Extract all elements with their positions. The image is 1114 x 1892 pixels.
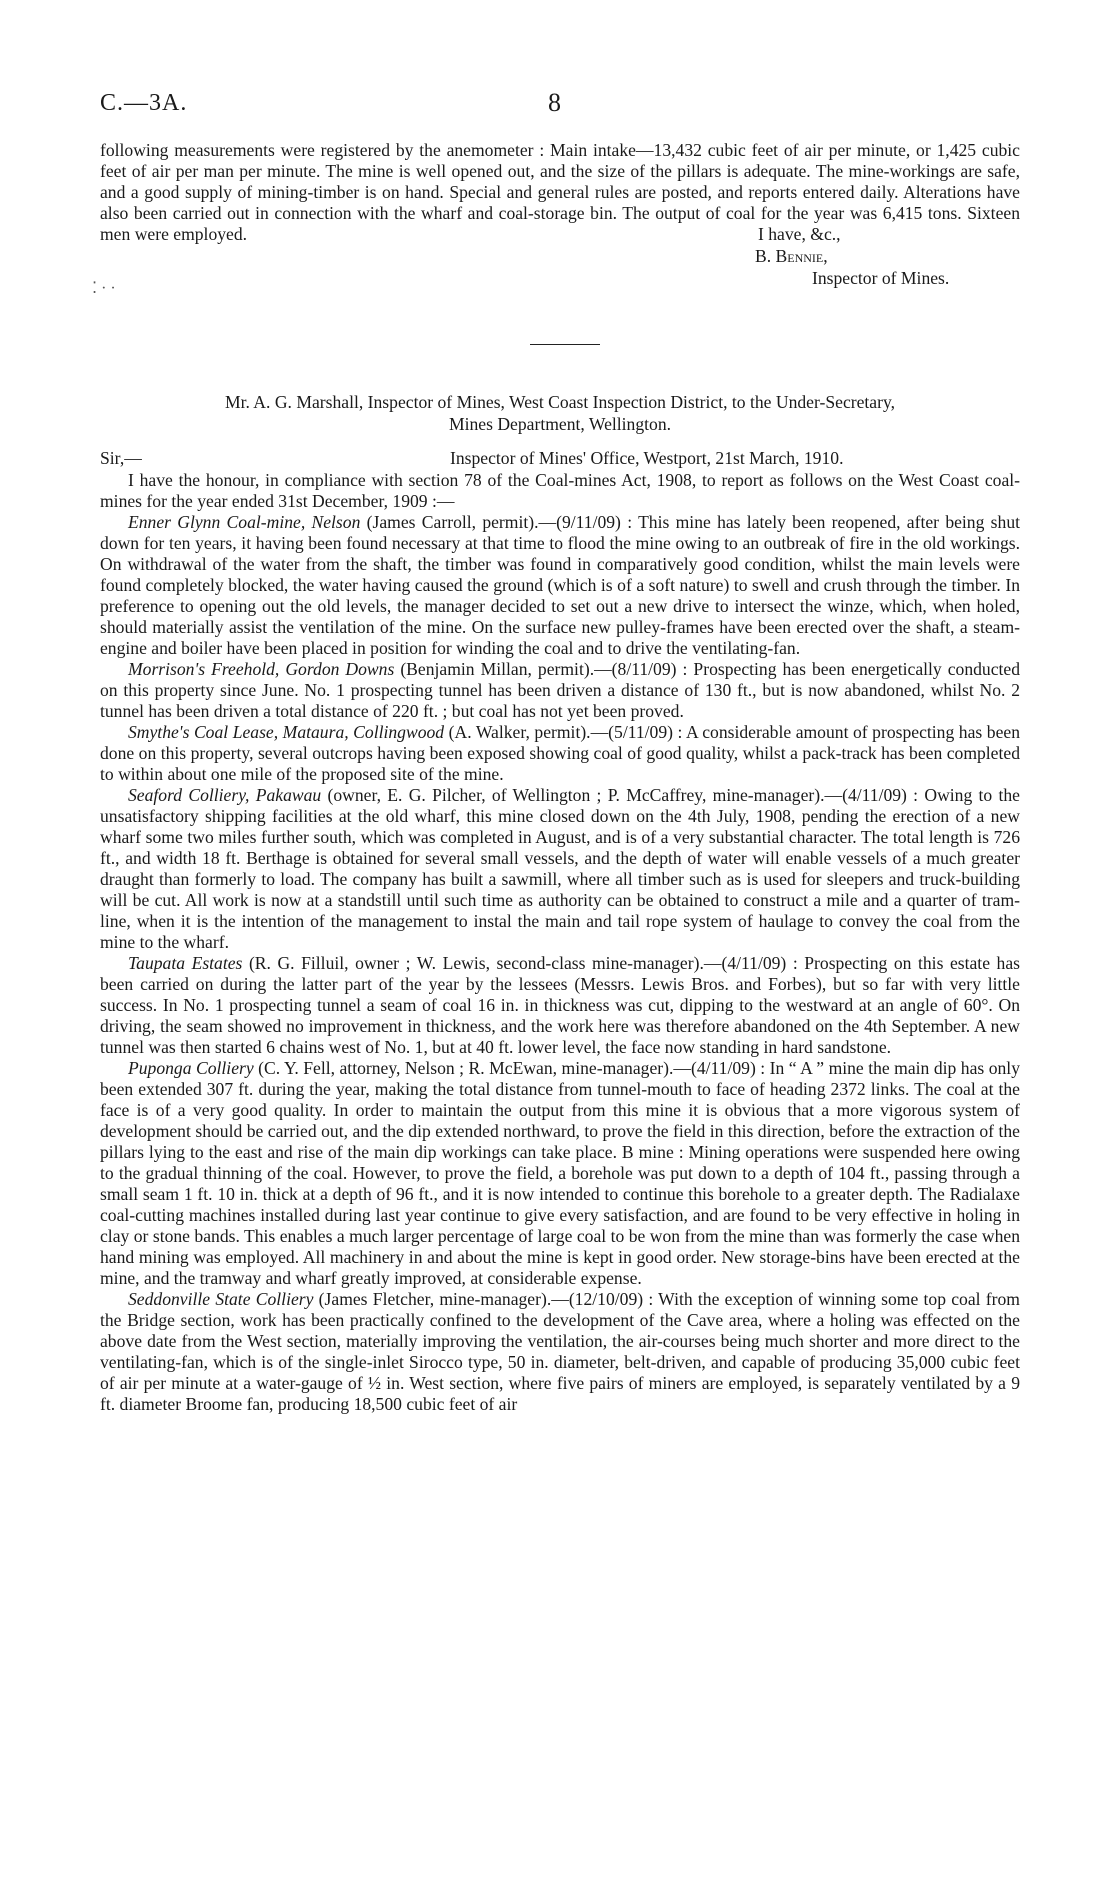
mine-detail: (C. Y. Fell, attorney, Nelson ; R. McEwan, mine-manager).—(4/11/09) : bbox=[253, 1058, 770, 1078]
mine-entry bbox=[100, 953, 1020, 1058]
section-divider bbox=[530, 344, 600, 345]
mine-detail: (R. G. Filluil, owner ; W. Lewis, second-class mine-manager).—(4/11/09) : bbox=[242, 953, 805, 973]
mine-report: Owing to the unsatisfactory shipping facilities at the old wharf, this mine closed down on the 4th July, 1908, pending the erection of a new wharf some two miles further south, which was completed in August, and is of a very substantial character. The total length is 726 ft., and width 18 ft. Berthage is obtained for several small vessels, and the depth of water will enable vessels of a much greater draught than formerly to load. The company has built a sawmill, where all timber such as is used for sleepers and truck-building will be cut. All work is now at a standstill until such time as authority can be obtained to construct a mile and a quarter of tram-line, when it is the intention of the management to instal the main and tail rope system of haulage to convey the coal from the mine to the wharf. bbox=[100, 785, 1020, 952]
mine-name: Seddonville State Colliery bbox=[128, 1289, 314, 1309]
mine-report: Prospecting on this estate has been carried on during the latter part of the year by the lessees (Messrs. Lewis Bros. and Forbes), but so far with very little success. In No. 1 prospecting tunnel a seam of coal 16 in. in thickness was cut, dipping to the westward at an angle of 60°. On driving, the seam showed no improvement in thickness, and the work here was therefore abandoned on the 4th September. A new tunnel was then started 6 chains west of No. 1, but at 40 ft. lower level, the face now standing in hard sandstone. bbox=[100, 953, 1020, 1057]
mine-name: Seaford Colliery, Pakawau bbox=[128, 785, 322, 805]
report-body bbox=[100, 470, 1020, 1415]
mine-detail: (James Carroll, permit).—(9/11/09) : bbox=[360, 512, 639, 532]
signature-title: Inspector of Mines. bbox=[812, 268, 950, 288]
mine-name: Enner Glynn Coal-mine, Nelson bbox=[128, 512, 361, 532]
mine-name: Puponga Colliery bbox=[128, 1058, 254, 1078]
mine-name: Taupata Estates bbox=[128, 953, 243, 973]
office-address-date: Inspector of Mines' Office, Westport, 21st March, 1910. bbox=[450, 448, 844, 468]
mine-entry bbox=[100, 722, 1020, 785]
mine-report: This mine has lately been reopened, after being shut down for ten years, it having been found necessary at that time to flood the mine owing to an outbreak of fire in the old workings. On withdrawal of the water from the shaft, the timber was found in comparatively good condition, whilst the main levels were found completely blocked, the water having caused the ground (which is of a soft nature) to swell and crush through the timber. In preference to opening out the old levels, the manager decided to set out a new drive to intersect the winze, which, when holed, should materially assist the ventilation of the mine. On the surface new pulley-frames have been erected over the shaft, a steam-engine and boiler have been placed in position for winding the coal and to drive the ventilating-fan. bbox=[100, 512, 1021, 658]
mine-report: In “ A ” mine the main dip has only been extended 307 ft. during the year, making the total distance from tunnel-mouth to face of heading 2372 links. The coal at the face is of a very good quality. In order to maintain the output from this mine it is obvious that a more vigorous system of development should be carried out, and the dip extended northward, to prove the field in this direction, before the extraction of the pillars lying to the east and rise of the main dip workings can take place. B mine : Mining operations were suspended here owing to the gradual thinning of the coal. However, to prove the field, a borehole was put down to a depth of 104 ft., passing through a small seam 1 ft. 10 in. thick at a depth of 96 ft., and it is now intended to continue this borehole to a greater depth. The Radialaxe coal-cutting machines installed during last year continue to give every satisfaction, and are found to be very effective in holing in clay or stone bands. This enables a much larger percentage of large coal to be won from the mine than was formerly the case when hand mining was employed. All machinery in and about the mine is kept in good order. New storage-bins have been erected at the mine, and the tramway and wharf greatly improved, at considerable expense. bbox=[100, 1058, 1020, 1288]
page-number: 8 bbox=[548, 88, 561, 117]
opening-paragraph: I have the honour, in compliance with section 78 of the Coal-mines Act, 1908, to report as follows on the West Coast coal-mines for the year ended 31st December, 1909 :— bbox=[100, 470, 1020, 511]
mine-name: Smythe's Coal Lease, Mataura, Collingwood bbox=[128, 722, 445, 742]
closing-line: I have, &c., bbox=[758, 224, 841, 244]
report-address-line-2: Mines Department, Wellington. bbox=[448, 414, 672, 434]
mine-detail: (A. Walker, permit).—(5/11/09) : bbox=[444, 722, 686, 742]
series-reference: C.—3A. bbox=[100, 90, 188, 116]
mine-entry bbox=[100, 1058, 1020, 1289]
mine-detail: (owner, E. G. Pilcher, of Wellington ; P. McCaffrey, mine-manager).—(4/11/09) : bbox=[321, 785, 925, 805]
mine-entry bbox=[100, 785, 1020, 953]
intro-paragraph: following measurements were registered by the anemometer : Main intake—13,432 cubic feet of air per minute, or 1,425 cubic feet of air per man per minute. The mine is well opened out, and the size of the pillars is adequate. The mine-workings are safe, and a good supply of mining-timber is on hand. Special and general rules are posted, and reports entered daily. Alterations have also been carried out in connection with the wharf and coal-storage bin. The output of coal for the year was 6,415 tons. Sixteen men were employed. bbox=[100, 140, 1020, 244]
mine-report: A considerable amount of prospecting has been done on this property, several outcrops having been exposed showing coal of good quality, whilst a pack-track has been completed to within about one mile of the proposed site of the mine. bbox=[100, 722, 1020, 784]
mine-detail: (Benjamin Millan, permit).—(8/11/09) : bbox=[394, 659, 694, 679]
mine-name: Morrison's Freehold, Gordon Downs bbox=[128, 659, 395, 679]
report-address-line: Mr. A. G. Marshall, Inspector of Mines, West Coast Inspection District, to the Under-Secretary, bbox=[224, 392, 896, 412]
mine-entry bbox=[100, 659, 1020, 722]
mine-detail: (James Fletcher, mine-manager).—(12/10/09) : bbox=[313, 1289, 659, 1309]
signature-name: B. Bennie, bbox=[755, 246, 828, 266]
stray-marks: ⁚ · · bbox=[92, 280, 116, 297]
salutation: Sir,— bbox=[100, 448, 142, 468]
mine-report: Prospecting has been energetically conducted on this property since June. No. 1 prospecting tunnel has been driven a distance of 130 ft., but is now abandoned, whilst No. 2 tunnel has been driven a total distance of 220 ft. ; but coal has not yet been proved. bbox=[100, 659, 1021, 721]
mine-entry bbox=[100, 512, 1020, 659]
mine-entry bbox=[100, 1289, 1020, 1415]
mine-report: With the exception of winning some top coal from the Bridge section, work has been practically confined to the development of the Cave area, where a holing was effected on the above date from the West section, materially improving the ventilation, the air-courses being much shorter and more direct to the ventilating-fan, which is of the single-inlet Sirocco type, 50 in. diameter, belt-driven, and capable of producing 35,000 cubic feet of air per minute at a water-gauge of ½ in. West section, where five pairs of miners are employed, is separately ventilated by a 9 ft. diameter Broome fan, producing 18,500 cubic feet of air bbox=[100, 1289, 1020, 1414]
